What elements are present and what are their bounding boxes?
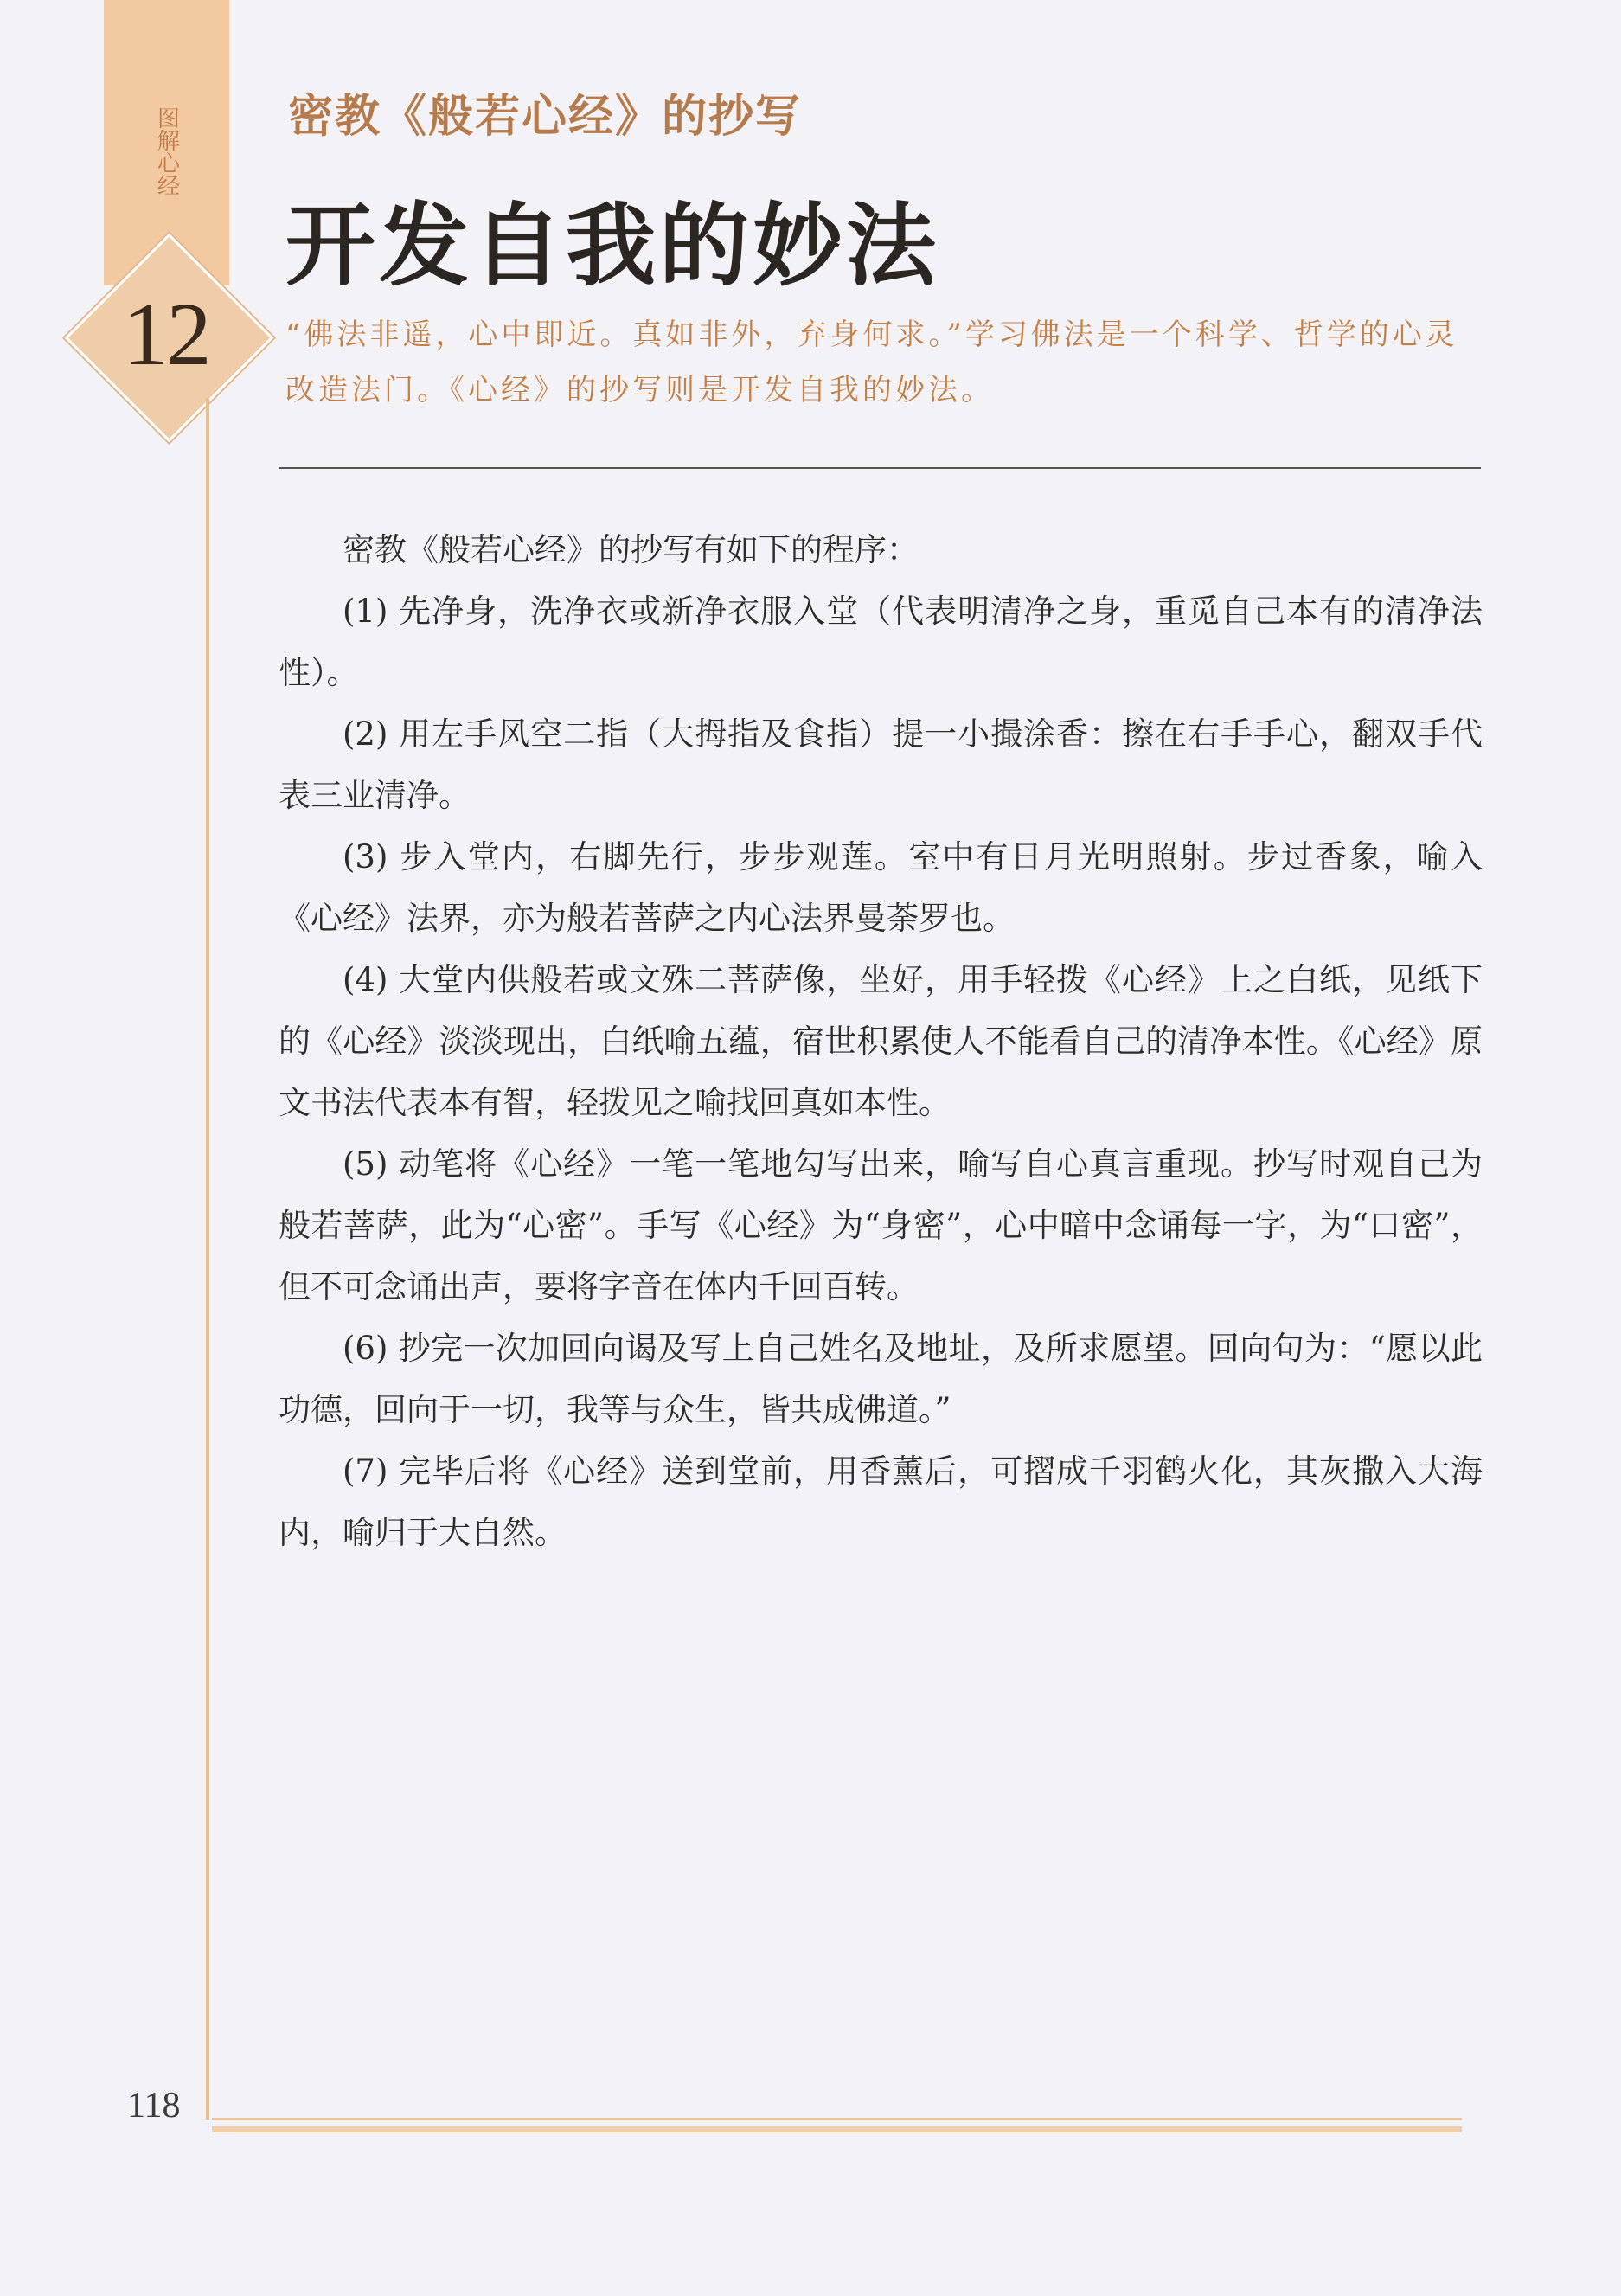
body-content — [279, 519, 1483, 1563]
body-paragraph-step-7: (7) 完毕后将《心经》送到堂前，用香薰后，可摺成千羽鹤火化，其灰撒入大海内，喻归于大自然。 — [279, 1453, 1483, 1551]
margin-vertical-line — [206, 398, 209, 2120]
page-number: 118 — [127, 2086, 181, 2126]
intro-quote: “佛法非遥，心中即近。真如非外，弃身何求。”学习佛法是一个科学、哲学的心灵改造法门。《心经》的抄写则是开发自我的妙法。 — [285, 317, 1458, 407]
body-paragraph-step-5: (5) 动笔将《心经》一笔一笔地勾写出来，喻写自心真言重现。抄写时观自己为般若菩萨，此为“心密”。手写《心经》为“身密”，心中暗中念诵每一字，为“口密”，但不可念诵出声，要将字音在体内千回百转。 — [279, 1145, 1483, 1305]
section-subtitle: 密教《般若心经》的抄写 — [288, 90, 803, 143]
body-paragraph-step-6: (6) 抄完一次加回向谒及写上自己姓名及地址，及所求愿望。回向句为：“愿以此功德，回向于一切，我等与众生，皆共成佛道。” — [279, 1330, 1483, 1428]
body-paragraph-step-1: (1) 先净身，洗净衣或新净衣服入堂（代表明清净之身，重觅自己本有的清净法性）。 — [279, 593, 1483, 691]
body-paragraph-step-2: (2) 用左手风空二指（大拇指及食指）提一小撮涂香：擦在右手手心，翻双手代表三业清净。 — [279, 715, 1483, 814]
body-paragraph-intro: 密教《般若心经》的抄写有如下的程序： — [343, 531, 919, 568]
chapter-number: 12 — [123, 285, 210, 384]
book-title-vertical — [104, 82, 229, 221]
footer-rule-thick — [212, 2126, 1462, 2132]
footer-rule-thin — [212, 2118, 1462, 2120]
body-paragraph-step-3: (3) 步入堂内，右脚先行，步步观莲。室中有日月光明照射。步过香象，喻入《心经》法界，亦为般若菩萨之内心法界曼荼罗也。 — [279, 838, 1483, 937]
body-paragraph-step-4: (4) 大堂内供般若或文殊二菩萨像，坐好，用手轻拨《心经》上之白纸，见纸下的《心经》淡淡现出，白纸喻五蕴，宿世积累使人不能看自己的清净本性。《心经》原文书法代表本有智，轻拨见之喻找回真如本性。 — [279, 961, 1483, 1121]
header-divider — [279, 467, 1481, 469]
book-title-label: 图解心经 — [153, 106, 180, 196]
page-title: 开发自我的妙法 — [285, 192, 940, 298]
